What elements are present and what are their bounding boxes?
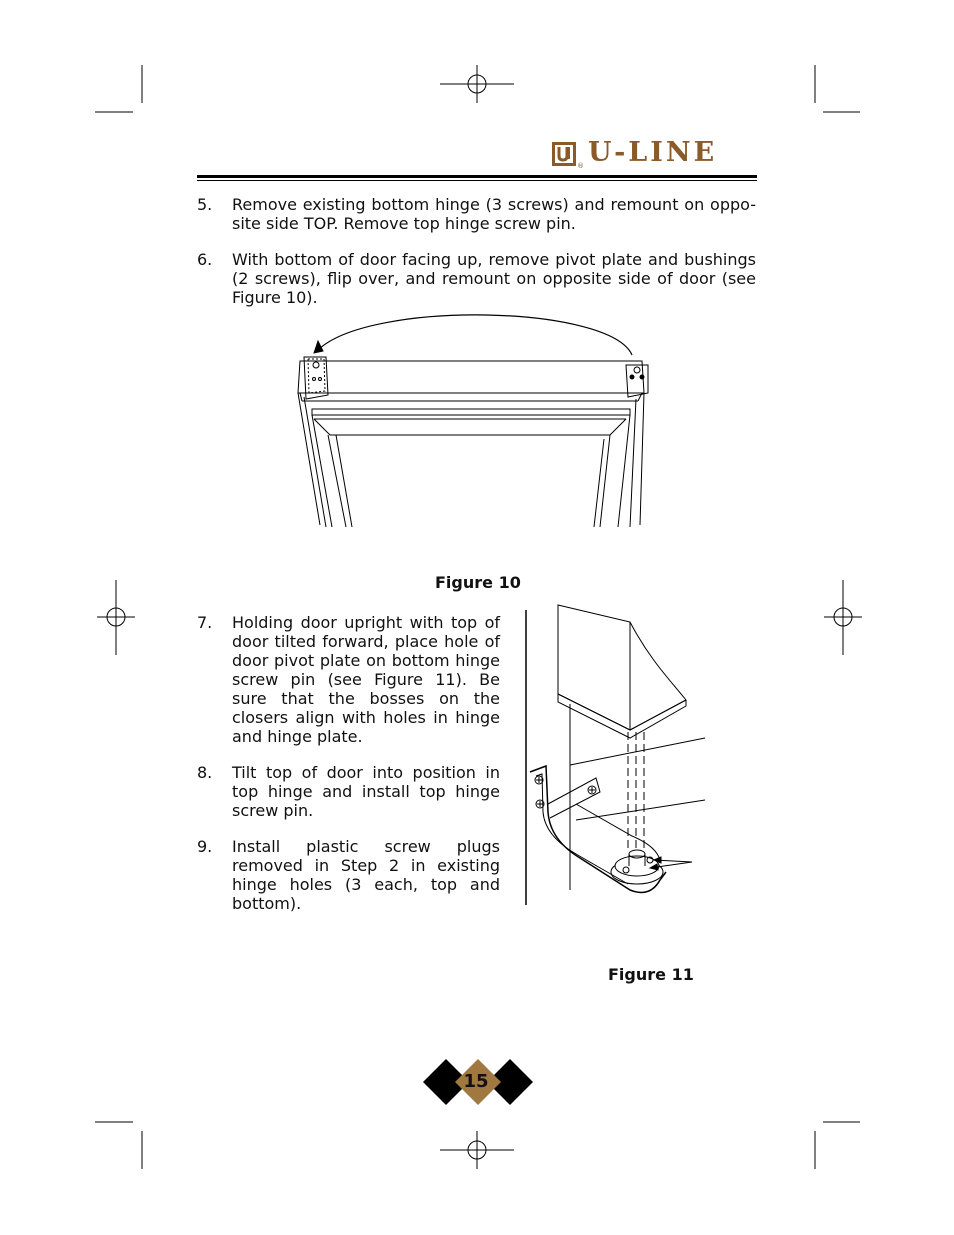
step-text: Tilt top of door into position in top hinge and install top hinge screw pin. [232,763,500,820]
header-rule-thin [197,180,757,181]
figure-11-illustration [520,600,720,910]
step-number: 8. [197,763,213,782]
step-9 [197,837,500,913]
step-7 [197,613,500,748]
step-6 [197,250,757,310]
brand-name: U-LINE [588,137,718,168]
figure-10-illustration [290,305,660,535]
step-text: Remove existing bottom hinge (3 screws) and remount on oppo-site side TOP. Remove top hinge screw pin. [232,195,756,233]
step-8 [197,763,500,823]
svg-text:®: ® [577,162,584,170]
step-5 [197,195,757,235]
step-text: Install plastic screw plugs removed in Step 2 in existing hinge holes (3 each, top and bottom). [232,837,500,913]
step-text: Holding door upright with top of door tilted forward, place hole of door pivot plate on bottom hinge screw pin (see Figure 11). Be sure that the bosses on the closers align with holes in hinge and hinge plate. [232,613,500,746]
page-number: 15 [463,1071,489,1092]
figure-11-caption: Figure 11 [608,965,694,984]
step-number: 5. [197,195,213,214]
step-number: 6. [197,250,213,269]
step-number: 7. [197,613,213,632]
figure-10-caption: Figure 10 [435,573,521,592]
step-text: With bottom of door facing up, remove pivot plate and bushings (2 screws), flip over, and remount on opposite side of door (see Figure 10). [232,250,756,307]
brand-logo-icon [551,141,583,169]
header-rule [197,175,757,178]
step-number: 9. [197,837,213,856]
